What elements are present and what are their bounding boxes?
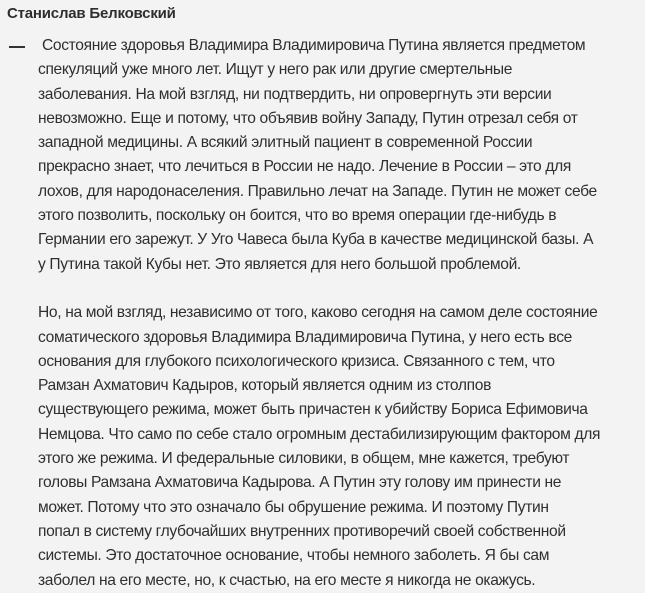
text-line: лохов, для народонаселения. Правильно лечат на Западе. Путин не может себе [38,182,597,200]
text-line: этого же режима. И федеральные силовики, в общем, мне кажется, требуют [38,450,570,468]
text-line: прекрасно знает, что лечиться в России не надо. Лечение в России – это для [38,158,571,176]
text-line: головы Рамзана Ахматовича Кадырова. А Путин эту голову им принести не [38,474,562,492]
text-line: попал в систему глубочайших внутренних противоречий своей собственной [38,522,566,540]
paragraph-2 [38,301,642,593]
text-line: Но, на мой взгляд, независимо от того, каково сегодня на самом деле состояние [38,304,598,322]
text-line: Немцова. Что само по себе стало огромным дестабилизирующим фактором для [38,425,601,443]
text-line: этого позволить, поскольку он боится, что во время операции где-нибудь в [38,207,557,225]
text-line: Германии его зарежут. У Уго Чавеса была Куба в качестве медицинской базы. А [38,231,594,249]
text-line: Состояние здоровья Владимира Владимировича Путина является предметом [42,37,586,54]
text-line: может. Потому что это означало бы обрушение режима. И поэтому Путин [38,498,549,516]
text-line: заболел на его месте, но, к счастью, на его месте я никогда не окажусь. [38,571,536,589]
text-line: у Путина такой Кубы нет. Это является для него большой проблемой. [38,255,521,273]
text-line: западной медицины. А всякий элитный пациент в современной России [38,134,533,152]
text-line: невозможно. Еще и потому, что объявив войну Западу, Путин отрезал себя от [38,109,578,127]
author-name: Станислав Белковский [7,5,176,22]
text-line: спекуляций уже много лет. Ищут у него рак или другие смертельные [38,61,513,79]
text-line: соматического здоровья Владимира Владимировича Путина, у него есть все [38,328,572,346]
dash-marker-icon [9,46,25,48]
text-line: Рамзан Ахматович Кадыров, который является одним из столпов [38,377,492,395]
text-line: системы. Это достаточное основание, чтобы немного заболеть. Я бы сам [38,547,550,565]
text-line: существующего режима, может быть причастен к убийству Бориса Ефимовича [38,401,588,419]
quote-body [38,34,642,593]
text-line: основания для глубокого психологического кризиса. Связанного с тем, что [38,352,555,370]
text-line: заболевания. На мой взгляд, ни подтвердить, ни опровергнуть эти версии [38,85,552,103]
paragraph-1 [38,34,642,277]
